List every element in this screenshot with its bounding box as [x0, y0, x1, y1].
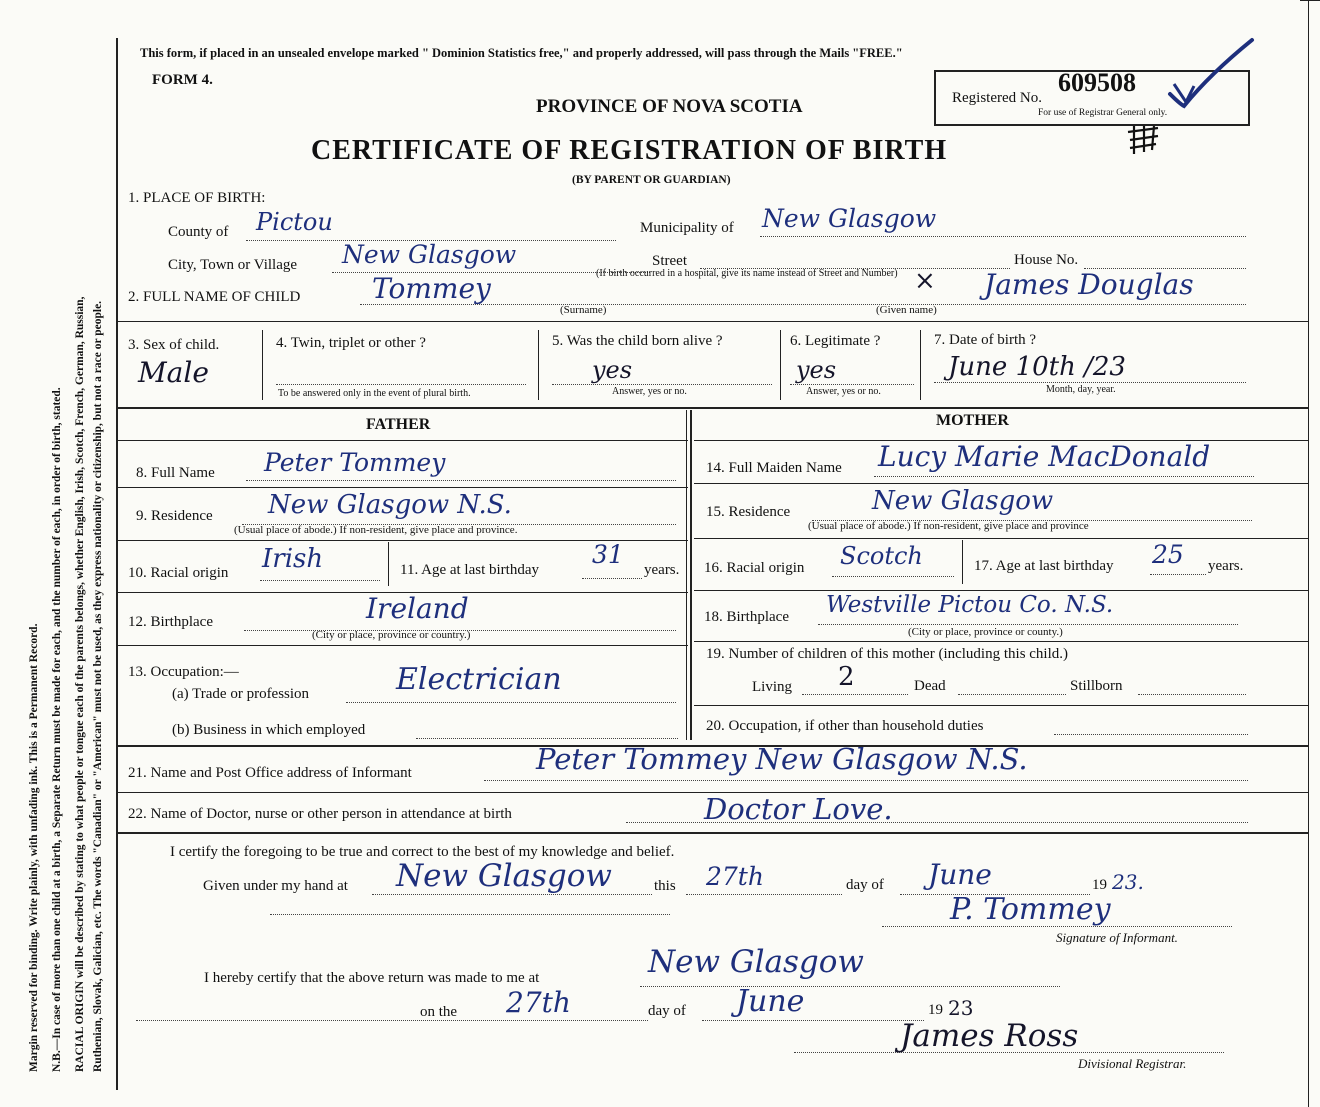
form-right-border — [1308, 0, 1309, 1107]
mother-birthplace-label: 18. Birthplace — [704, 609, 789, 625]
margin-note-racial-2: Ruthenian, Slovak, Galician, etc. The words "Canadian" or "American" must not be used, as they express nationality or citizenship, but not a race or people. — [92, 300, 104, 1072]
dob-label: 7. Date of birth ? — [934, 332, 1037, 348]
father-age-line — [582, 578, 642, 579]
father-residence-label: 9. Residence — [136, 508, 213, 524]
registrar-place-value: New Glasgow — [648, 944, 864, 980]
given-month-value: June — [928, 858, 992, 891]
corner-mark — [1300, 0, 1320, 1]
mother-name-value: Lucy Marie MacDonald — [878, 440, 1211, 473]
ink-stamp-icon — [1124, 124, 1164, 158]
mother-name-label: 14. Full Maiden Name — [706, 460, 842, 476]
full-name-label: 2. FULL NAME OF CHILD — [128, 289, 301, 305]
county-value: Pictou — [256, 208, 333, 236]
divider-col-6 — [780, 330, 781, 400]
mother-birthplace-caption: (City or place, province or county.) — [908, 626, 1063, 638]
father-heading: FATHER — [366, 416, 431, 433]
father-heading-rule — [118, 440, 688, 441]
registered-number: 609508 — [1058, 68, 1136, 97]
trade-value: Electrician — [396, 662, 562, 697]
mother-residence-caption: (Usual place of abode.) If non-resident, give place and province — [808, 520, 1089, 532]
street-label: Street — [652, 253, 687, 269]
page-subtitle: (BY PARENT OR GUARDIAN) — [572, 174, 731, 186]
legitimate-line — [790, 384, 914, 385]
divider-row3-bottom — [118, 407, 1308, 409]
dead-line — [958, 694, 1066, 695]
living-value: 2 — [838, 662, 855, 692]
business-line — [416, 738, 678, 739]
check-mark-icon — [1160, 34, 1256, 110]
stillborn-line — [1138, 694, 1246, 695]
registrar-place-line — [640, 986, 1060, 987]
this-label: this — [654, 878, 676, 894]
municipality-value: New Glasgow — [762, 204, 937, 233]
surname-caption: (Surname) — [560, 304, 607, 316]
father-racial-value: Irish — [262, 544, 324, 574]
margin-note-binding: Margin reserved for binding. Write plainly, with unfading ink. This is a Permanent Record. — [28, 623, 40, 1072]
margin-note-nb: N.B.—In case of more than one child at a birth, a Separate Return must be made for each, and the number of each, in order of birth, stated. — [51, 387, 63, 1072]
mother-row-14-rule — [694, 483, 1308, 484]
mother-racial-line — [832, 576, 954, 577]
registered-label: Registered No. — [952, 90, 1042, 106]
father-row-12-rule — [118, 645, 688, 646]
informant-signature-caption: Signature of Informant. — [1056, 930, 1178, 945]
legitimate-label: 6. Legitimate ? — [790, 333, 881, 349]
mother-age-unit: years. — [1208, 558, 1244, 574]
doctor-rule — [118, 832, 1308, 834]
mail-notice: This form, if placed in an unsealed envelope marked " Dominion Statistics free," and properly addressed, will pass through the Mails "FREE." — [140, 46, 903, 60]
father-age-unit: years. — [644, 562, 680, 578]
parents-divider — [690, 410, 692, 740]
parents-divider-inner — [686, 410, 687, 740]
registrar-day-of-label: day of — [648, 1003, 686, 1019]
mother-row-15-rule — [694, 538, 1308, 539]
dob-value: June 10th /23 — [948, 352, 1126, 382]
mother-heading: MOTHER — [936, 412, 1009, 429]
registrar-signature: James Ross — [900, 1018, 1079, 1054]
father-name-value: Peter Tommey — [264, 448, 446, 477]
doctor-value: Doctor Love. — [704, 792, 893, 826]
alive-label: 5. Was the child born alive ? — [552, 333, 723, 349]
father-racial-line — [260, 580, 380, 581]
living-line — [802, 694, 908, 695]
margin-note-racial-1: RACIAL ORIGIN will be described by stating to what people or tongue each of the parents belongs, whether English, Irish, Scotch, French, German, Russian, — [74, 296, 86, 1072]
dob-line — [934, 382, 1246, 383]
mother-age-value: 25 — [1152, 540, 1184, 569]
informant-label: 21. Name and Post Office address of Informant — [128, 765, 412, 781]
registrar-year-prefix: 19 — [928, 1002, 943, 1018]
form-left-border — [116, 38, 118, 1090]
given-year-prefix: 19 — [1092, 877, 1107, 893]
municipality-line — [760, 236, 1246, 237]
mother-row-18-rule — [694, 641, 1308, 642]
mother-row-19-rule — [694, 705, 1308, 706]
father-name-label: 8. Full Name — [136, 465, 215, 481]
father-residence-value: New Glasgow N.S. — [268, 490, 512, 520]
mother-age-label: 17. Age at last birthday — [974, 558, 1114, 574]
occupation-label: 13. Occupation:— — [128, 664, 239, 680]
father-age-label: 11. Age at last birthday — [400, 562, 539, 578]
alive-value: yes — [592, 356, 633, 384]
mother-racial-label: 16. Racial origin — [704, 560, 805, 576]
dob-caption: Month, day, year. — [1046, 384, 1116, 395]
mother-age-line — [1150, 574, 1206, 575]
children-label: 19. Number of children of this mother (including this child.) — [706, 646, 1069, 662]
given-place-value: New Glasgow — [396, 858, 612, 894]
legitimate-value: yes — [796, 356, 837, 384]
living-label: Living — [752, 679, 792, 695]
father-age-value: 31 — [592, 540, 624, 569]
given-name-value: James Douglas — [984, 268, 1194, 301]
registrar-day-value: 27th — [506, 986, 571, 1019]
certify-signature-gap-line — [270, 914, 670, 915]
place-of-birth-label: 1. PLACE OF BIRTH: — [128, 190, 266, 206]
municipality-label: Municipality of — [640, 220, 734, 236]
mother-residence-label: 15. Residence — [706, 504, 791, 520]
page-title: CERTIFICATE OF REGISTRATION OF BIRTH — [311, 135, 948, 166]
father-birthplace-label: 12. Birthplace — [128, 614, 213, 630]
alive-caption: Answer, yes or no. — [612, 386, 687, 397]
doctor-label: 22. Name of Doctor, nurse or other person in attendance at birth — [128, 806, 512, 822]
twin-label: 4. Twin, triplet or other ? — [276, 335, 426, 351]
registrar-day-line — [136, 1020, 648, 1021]
sex-label: 3. Sex of child. — [128, 337, 220, 353]
house-label: House No. — [1014, 252, 1079, 268]
informant-signature-line — [882, 926, 1232, 927]
legitimate-caption: Answer, yes or no. — [806, 386, 881, 397]
informant-line — [484, 780, 1248, 781]
registrar-statement: I hereby certify that the above return was made to me at — [204, 970, 540, 986]
mother-occupation-label: 20. Occupation, if other than household duties — [706, 718, 984, 734]
given-name-caption: (Given name) — [876, 304, 937, 316]
hospital-note: (If birth occurred in a hospital, give its name instead of Street and Number) — [596, 268, 898, 279]
province-heading: PROVINCE OF NOVA SCOTIA — [536, 96, 803, 117]
father-row-8-rule — [118, 487, 688, 488]
informant-value: Peter Tommey New Glasgow N.S. — [536, 742, 1028, 776]
divider-row3-top — [118, 321, 1308, 322]
registrar-on-the-label: on the — [420, 1004, 458, 1020]
business-label: (b) Business in which employed — [172, 722, 366, 738]
father-row-10-divider — [388, 542, 389, 586]
mother-birthplace-line — [818, 624, 1238, 625]
trade-label: (a) Trade or profession — [172, 686, 310, 702]
given-day-value: 27th — [706, 862, 764, 891]
full-name-line — [360, 304, 1246, 305]
twin-note: To be answered only in the event of plural birth. — [278, 388, 471, 399]
informant-signature: P. Tommey — [950, 892, 1111, 927]
given-year-value: 23. — [1112, 870, 1144, 894]
city-value: New Glasgow — [342, 240, 517, 269]
registrar-month-value: June — [736, 984, 805, 1019]
given-place-line — [372, 894, 652, 895]
father-birthplace-value: Ireland — [366, 592, 469, 625]
mother-racial-value: Scotch — [840, 542, 923, 570]
mother-birthplace-value: Westville Pictou Co. N.S. — [826, 592, 1114, 618]
given-day-of-label: day of — [846, 877, 884, 893]
mother-row-16-divider — [962, 540, 963, 584]
divider-col-7 — [920, 330, 921, 400]
father-racial-label: 10. Racial origin — [128, 565, 229, 581]
form-number: FORM 4. — [152, 72, 213, 88]
mother-name-line — [874, 476, 1254, 477]
mother-occupation-line — [1054, 734, 1248, 735]
trade-line — [346, 702, 676, 703]
given-under-label: Given under my hand at — [203, 878, 348, 894]
registrar-note: For use of Registrar General only. — [1038, 108, 1168, 118]
registrar-year-value: 23 — [948, 996, 974, 1020]
dead-label: Dead — [914, 678, 946, 694]
father-birthplace-caption: (City or place, province or country.) — [312, 629, 471, 641]
registrar-month-line — [702, 1020, 924, 1021]
divider-col-5 — [538, 330, 539, 400]
father-name-line — [246, 480, 676, 481]
divider-col-4 — [262, 330, 263, 400]
alive-line — [552, 384, 772, 385]
mother-row-16-rule — [694, 590, 1308, 591]
twin-line — [276, 384, 526, 385]
mother-residence-value: New Glasgow — [872, 486, 1054, 516]
cross-mark-icon: × — [914, 266, 936, 296]
city-label: City, Town or Village — [168, 257, 298, 273]
certify-statement: I certify the foregoing to be true and correct to the best of my knowledge and belief. — [170, 844, 675, 860]
county-label: County of — [168, 224, 229, 240]
surname-value: Tommey — [372, 272, 491, 305]
registrar-signature-caption: Divisional Registrar. — [1078, 1056, 1187, 1071]
father-residence-caption: (Usual place of abode.) If non-resident, give place and province. — [234, 524, 518, 536]
stillborn-label: Stillborn — [1070, 678, 1123, 694]
given-day-line — [686, 894, 842, 895]
sex-value: Male — [138, 356, 209, 389]
